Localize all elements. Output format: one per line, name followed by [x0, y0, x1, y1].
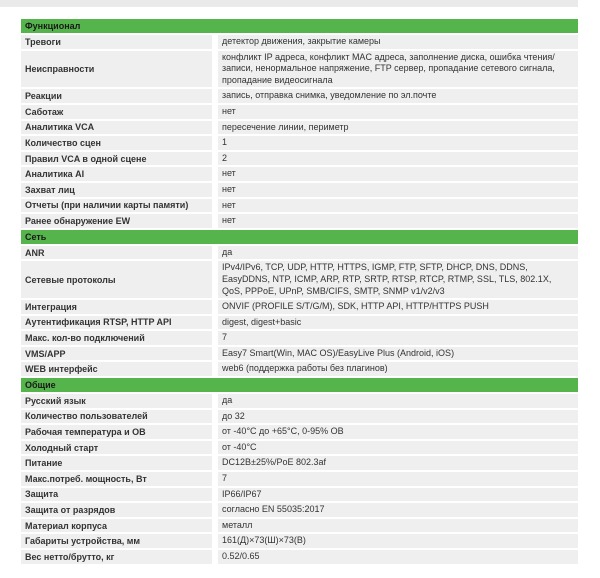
- spec-label: Правил VCA в одной сцене: [21, 152, 212, 166]
- spec-label: Тревоги: [21, 35, 212, 49]
- spec-label: Холодный старт: [21, 441, 212, 455]
- spec-value: IPv4/IPv6, TCP, UDP, HTTP, HTTPS, IGMP, FTP, SFTP, DHCP, DNS, DDNS, EasyDDNS, NTP, ICMP, ARP, RTP, SRTP, RTSP, RTCP, RTMP, SSL, TLS, 802.1X, QoS, PPPoE, UPnP, SMB/CIFS, SMTP, SNMP v1/v2/v3: [218, 261, 578, 298]
- spec-row: [21, 347, 578, 361]
- spec-label: Рабочая температура и ОВ: [21, 425, 212, 439]
- spec-row: [21, 136, 578, 150]
- spec-row: [21, 167, 578, 181]
- spec-row: [21, 534, 578, 548]
- spec-row: [21, 456, 578, 470]
- section-header: Сеть: [21, 230, 578, 244]
- spec-row: [21, 362, 578, 376]
- spec-label: Габариты устройства, мм: [21, 534, 212, 548]
- spec-row: [21, 503, 578, 517]
- spec-value: согласно EN 55035:2017: [218, 503, 578, 517]
- spec-value: от -40°C до +65°C, 0-95% ОВ: [218, 425, 578, 439]
- spec-label: Макс.потреб. мощность, Вт: [21, 472, 212, 486]
- spec-value: нет: [218, 214, 578, 228]
- spec-value: 161(Д)×73(Ш)×73(В): [218, 534, 578, 548]
- spec-row: [21, 550, 578, 564]
- spec-value: от -40°C: [218, 441, 578, 455]
- spec-value: digest, digest+basic: [218, 316, 578, 330]
- spec-value: да: [218, 394, 578, 408]
- spec-row: [21, 331, 578, 345]
- spec-label: WEB интерфейс: [21, 362, 212, 376]
- spec-value: 7: [218, 472, 578, 486]
- spec-label: VMS/APP: [21, 347, 212, 361]
- spec-row: [21, 300, 578, 314]
- spec-row: [21, 183, 578, 197]
- spec-label: Русский язык: [21, 394, 212, 408]
- spec-value: нет: [218, 199, 578, 213]
- spec-value: до 32: [218, 410, 578, 424]
- spec-label: Материал корпуса: [21, 519, 212, 533]
- spec-row: [21, 121, 578, 135]
- spec-value: конфликт IP адреса, конфликт MAC адреса, заполнение диска, ошибка чтения/записи, ненормальное напряжение, FTP сервер, пропадание сетевого сигнала, пропадание видеосигнала: [218, 51, 578, 88]
- spec-row: [21, 316, 578, 330]
- spec-label: Аналитика VCA: [21, 121, 212, 135]
- spec-label: Сетевые протоколы: [21, 261, 212, 298]
- spec-value: металл: [218, 519, 578, 533]
- spec-label: Количество пользователей: [21, 410, 212, 424]
- spec-row: [21, 152, 578, 166]
- spec-value: Easy7 Smart(Win, MAC OS)/EasyLive Plus (Android, iOS): [218, 347, 578, 361]
- spec-row: [21, 441, 578, 455]
- spec-label: Отчеты (при наличии карты памяти): [21, 199, 212, 213]
- spec-label: Интеграция: [21, 300, 212, 314]
- section-header: Функционал: [21, 19, 578, 33]
- spec-label: ANR: [21, 246, 212, 260]
- spec-label: Вес нетто/брутто, кг: [21, 550, 212, 564]
- spec-row: [21, 394, 578, 408]
- spec-label: Питание: [21, 456, 212, 470]
- spec-row: [21, 89, 578, 103]
- spec-row: [21, 246, 578, 260]
- spec-row: [21, 472, 578, 486]
- spec-table: [21, 19, 578, 566]
- spec-value: нет: [218, 167, 578, 181]
- spec-row: [21, 519, 578, 533]
- spec-label: Аналитика AI: [21, 167, 212, 181]
- spec-value: запись, отправка снимка, уведомление по эл.почте: [218, 89, 578, 103]
- cut-off-row-remnant: [0, 0, 578, 7]
- spec-row: [21, 425, 578, 439]
- spec-label: Реакции: [21, 89, 212, 103]
- spec-row: [21, 199, 578, 213]
- section-header: Общие: [21, 378, 578, 392]
- spec-label: Аутентификация RTSP, HTTP API: [21, 316, 212, 330]
- spec-value: нет: [218, 105, 578, 119]
- spec-row: [21, 261, 578, 298]
- spec-label: Захват лиц: [21, 183, 212, 197]
- spec-value: 0.52/0.65: [218, 550, 578, 564]
- spec-value: детектор движения, закрытие камеры: [218, 35, 578, 49]
- spec-value: DC12В±25%/PoE 802.3af: [218, 456, 578, 470]
- spec-value: 7: [218, 331, 578, 345]
- spec-row: [21, 35, 578, 49]
- spec-value: пересечение линии, периметр: [218, 121, 578, 135]
- spec-value: нет: [218, 183, 578, 197]
- spec-label: Неисправности: [21, 51, 212, 88]
- spec-label: Защита от разрядов: [21, 503, 212, 517]
- spec-row: [21, 105, 578, 119]
- spec-value: ONVIF (PROFILE S/T/G/M), SDK, HTTP API, HTTP/HTTPS PUSH: [218, 300, 578, 314]
- spec-label: Макс. кол-во подключений: [21, 331, 212, 345]
- spec-value: IP66/IP67: [218, 488, 578, 502]
- spec-label: Ранее обнаружение EW: [21, 214, 212, 228]
- spec-label: Саботаж: [21, 105, 212, 119]
- spec-label: Защита: [21, 488, 212, 502]
- spec-value: 2: [218, 152, 578, 166]
- spec-value: 1: [218, 136, 578, 150]
- spec-row: [21, 214, 578, 228]
- spec-row: [21, 488, 578, 502]
- spec-row: [21, 51, 578, 88]
- spec-row: [21, 410, 578, 424]
- spec-value: да: [218, 246, 578, 260]
- spec-value: web6 (поддержка работы без плагинов): [218, 362, 578, 376]
- spec-label: Количество сцен: [21, 136, 212, 150]
